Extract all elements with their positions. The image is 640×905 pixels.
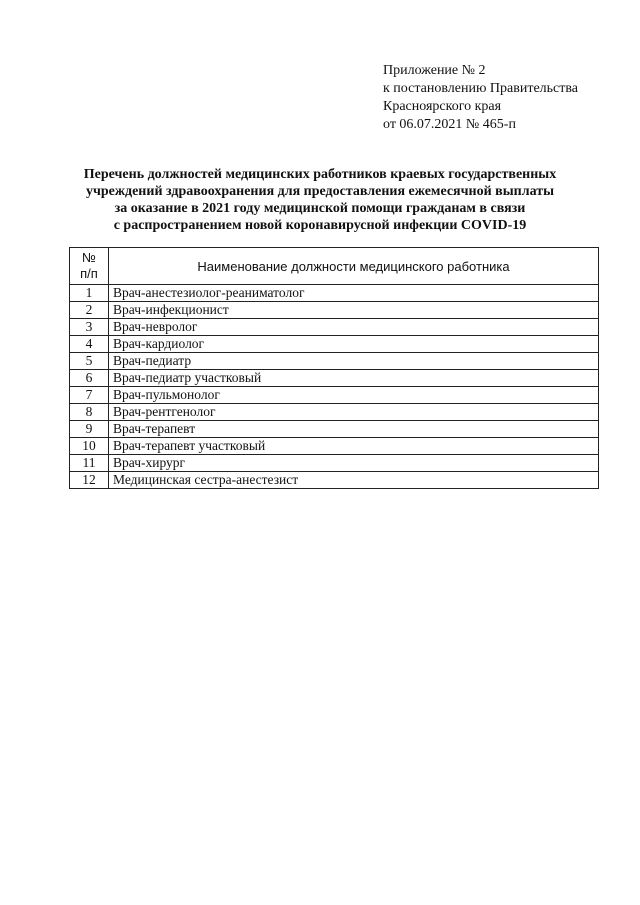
row-number: 11	[70, 455, 109, 472]
annex-number: Приложение № 2	[383, 63, 486, 78]
header-position-name: Наименование должности медицинского работника	[109, 248, 599, 285]
positions-table	[69, 247, 599, 489]
annex-header	[383, 62, 578, 134]
annex-reference: к постановлению Правительства	[383, 81, 579, 96]
row-number: 2	[70, 302, 109, 319]
row-position-name: Врач-терапевт участковый	[109, 438, 599, 455]
title-line: учреждений здравоохранения для предоставления ежемесячной выплаты	[85, 184, 555, 199]
row-position-name: Врач-анестезиолог-реаниматолог	[109, 285, 599, 302]
row-number: 6	[70, 370, 109, 387]
annex-region: Красноярского края	[383, 99, 502, 114]
table-row	[70, 285, 599, 302]
header-number	[70, 248, 109, 285]
table-row	[70, 438, 599, 455]
row-number: 3	[70, 319, 109, 336]
document-title	[40, 166, 600, 234]
table-row	[70, 472, 599, 489]
title-line: за оказание в 2021 году медицинской помощи гражданам в связи	[114, 201, 526, 216]
table-row	[70, 353, 599, 370]
table-row	[70, 370, 599, 387]
row-number: 12	[70, 472, 109, 489]
table-row	[70, 387, 599, 404]
table-row	[70, 336, 599, 353]
header-number-abbr: п/п	[80, 266, 98, 281]
table-row	[70, 455, 599, 472]
row-number: 7	[70, 387, 109, 404]
row-number: 5	[70, 353, 109, 370]
row-position-name: Врач-педиатр	[109, 353, 599, 370]
row-position-name: Врач-хирург	[109, 455, 599, 472]
table-header-row	[70, 248, 599, 285]
row-position-name: Врач-терапевт	[109, 421, 599, 438]
table-row	[70, 302, 599, 319]
title-line: Перечень должностей медицинских работников краевых государственных	[83, 167, 557, 182]
row-number: 8	[70, 404, 109, 421]
row-number: 9	[70, 421, 109, 438]
row-position-name: Врач-инфекционист	[109, 302, 599, 319]
row-number: 10	[70, 438, 109, 455]
row-number: 4	[70, 336, 109, 353]
row-position-name: Врач-кардиолог	[109, 336, 599, 353]
table-row	[70, 404, 599, 421]
table-body	[70, 285, 599, 489]
row-position-name: Врач-педиатр участковый	[109, 370, 599, 387]
row-position-name: Врач-пульмонолог	[109, 387, 599, 404]
annex-date: от 06.07.2021 № 465-п	[383, 117, 516, 132]
row-position-name: Медицинская сестра-анестезист	[109, 472, 599, 489]
row-number: 1	[70, 285, 109, 302]
table-row	[70, 319, 599, 336]
row-position-name: Врач-невролог	[109, 319, 599, 336]
title-line: с распространением новой коронавирусной инфекции COVID-19	[113, 218, 527, 233]
row-position-name: Врач-рентгенолог	[109, 404, 599, 421]
header-number-sign: №	[82, 250, 96, 265]
table-row	[70, 421, 599, 438]
